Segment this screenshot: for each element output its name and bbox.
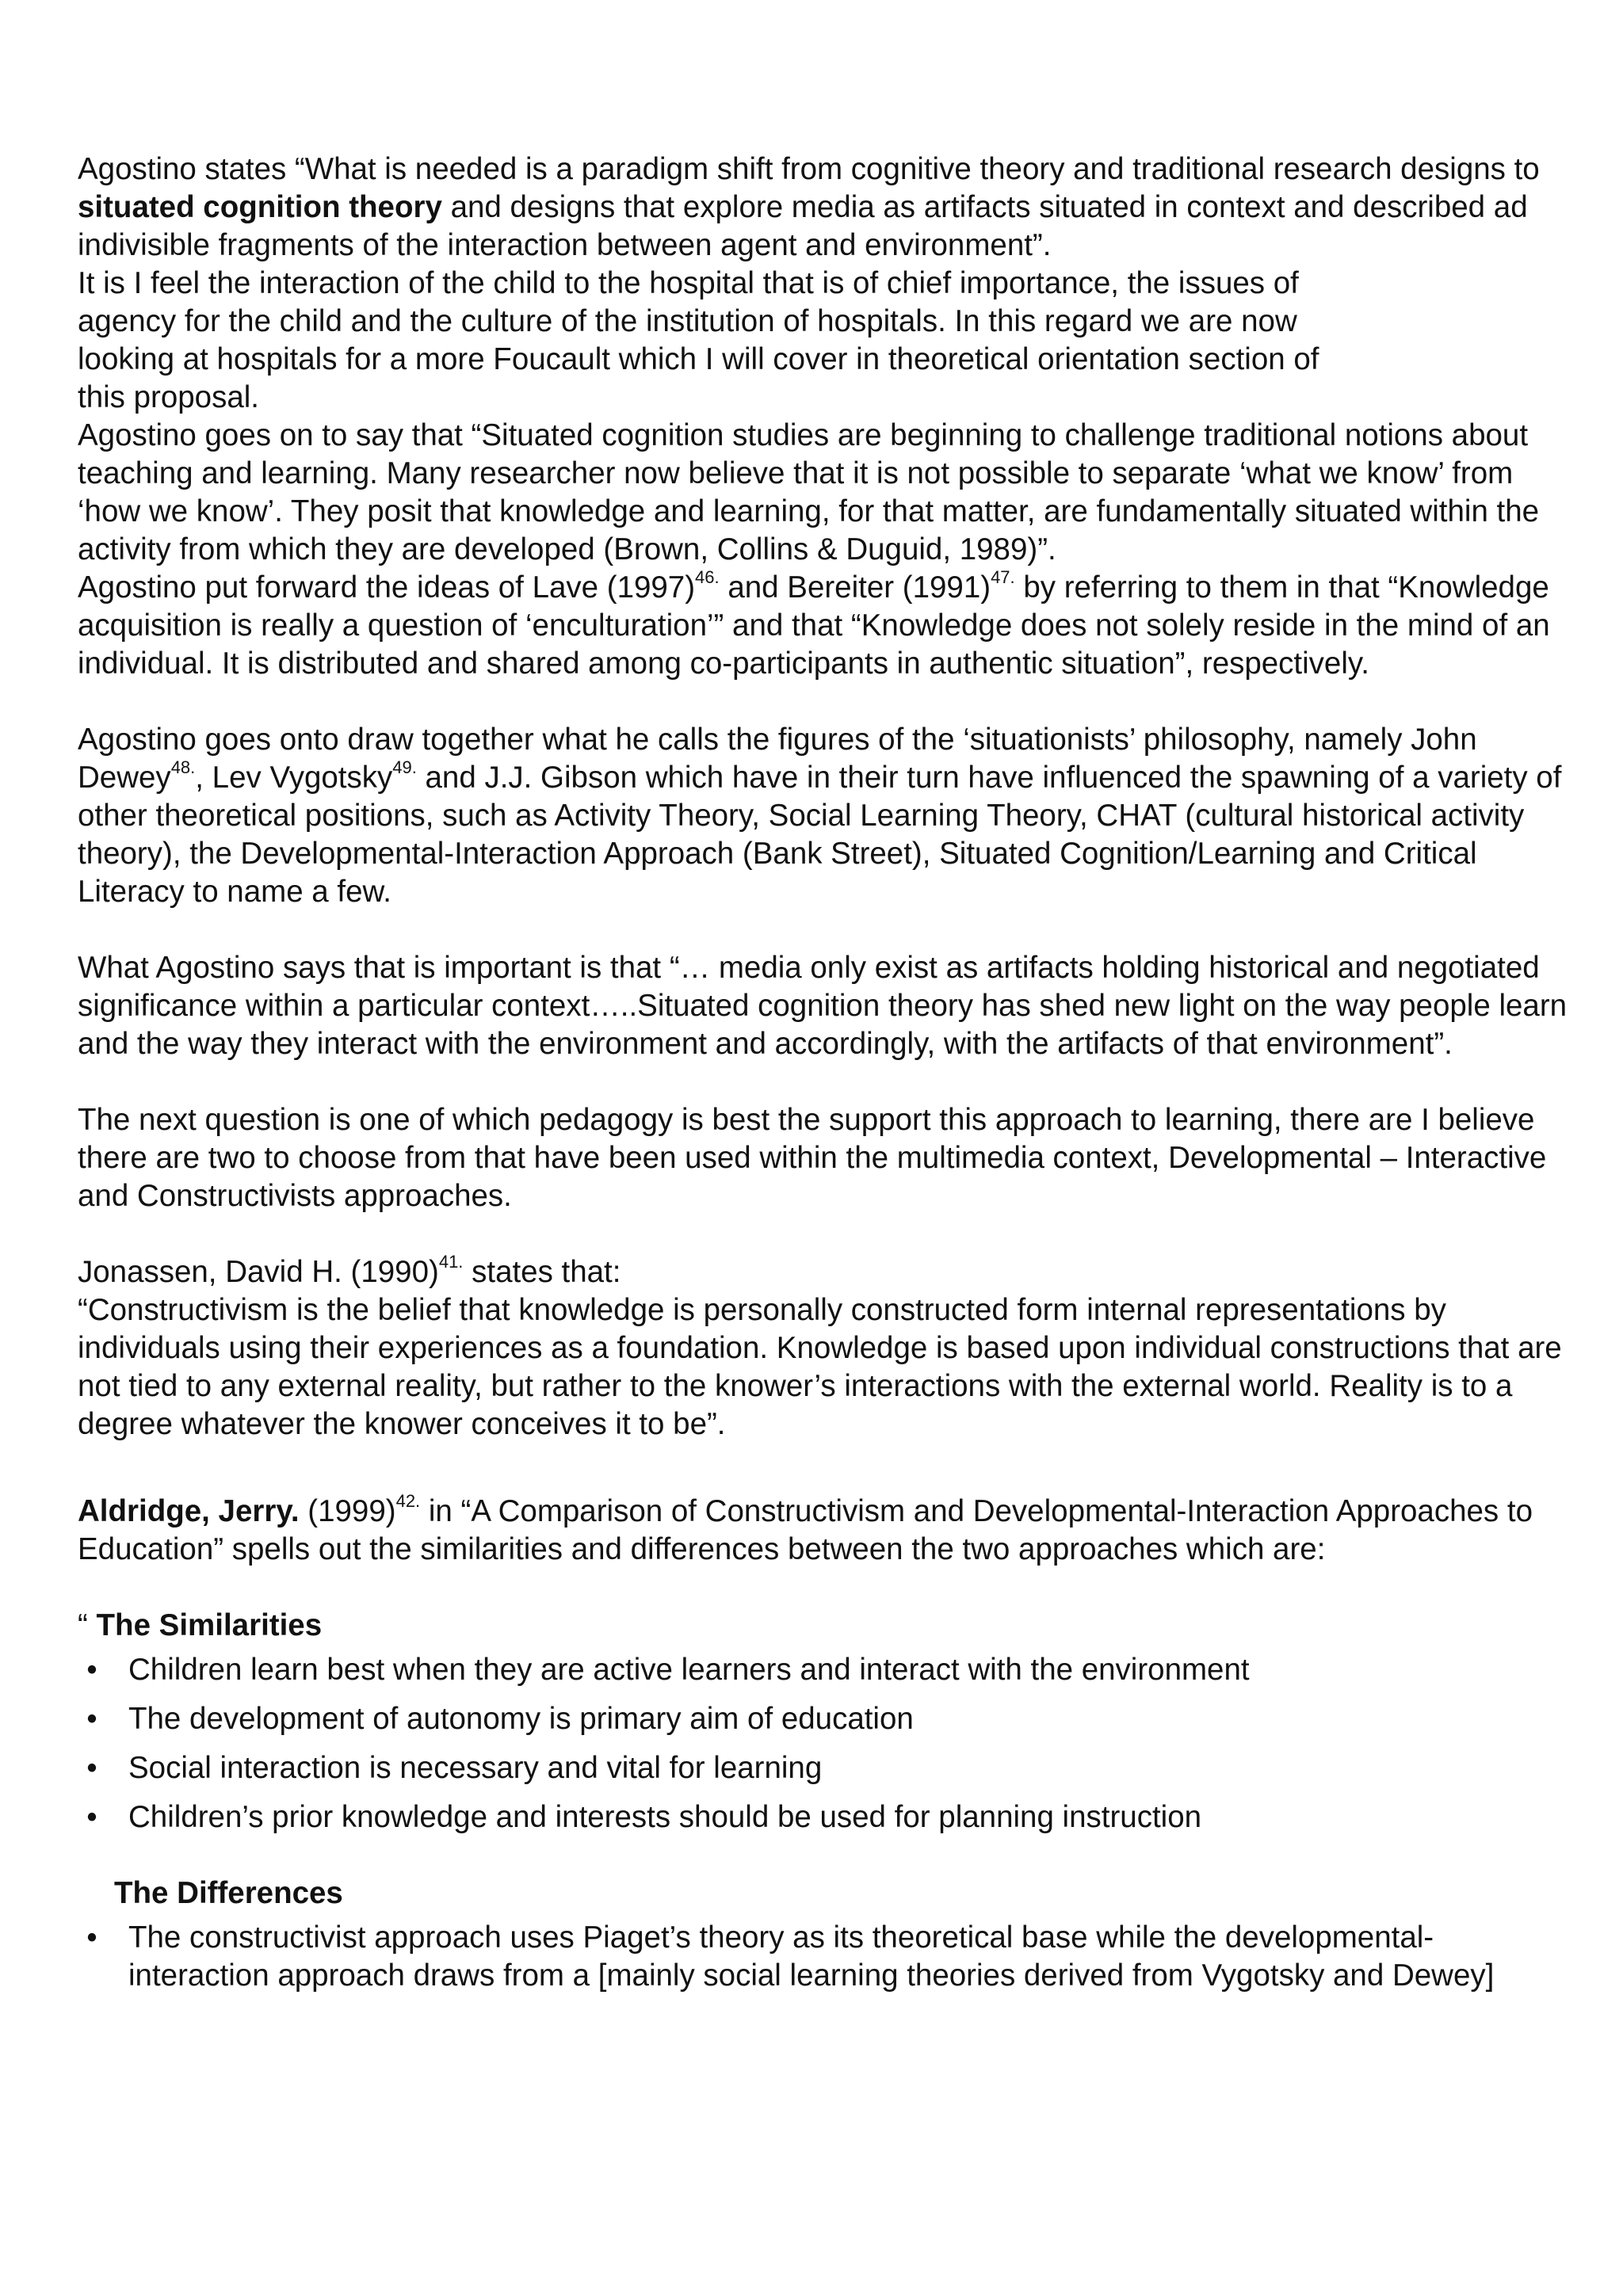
footnote-ref-48: 48. [170, 757, 196, 778]
bold-term-situated-cognition: situated cognition theory [78, 190, 442, 224]
bullet-icon: • [86, 1702, 97, 1736]
list-item: • Social interaction is necessary and vital for learning [78, 1749, 1568, 1787]
similarities-heading: “ The Similarities [78, 1608, 323, 1642]
bullet-icon: • [86, 1751, 97, 1785]
paragraph-hospital-interaction: It is I feel the interaction of the child to the hospital that is of chief importance, the issues of agency for the child and the culture of the institution of hospitals. In this regard we are now looking at hospitals for a more Foucault which I will cover in theoretical orientation section of this proposal. [78, 266, 1319, 414]
paragraph-jonassen-citation: Jonassen, David H. $(1990)^{41.}$ states that: [78, 1252, 621, 1289]
list-item: • The development of autonomy is primary aim of education [78, 1700, 1568, 1738]
footnote-ref-41: 41. [438, 1252, 464, 1272]
paragraph-paradigm-shift: Agostino states “What is needed is a paradigm shift from cognitive theory and traditional research designs to situated cognition theory and designs that explore media as artifacts situated in context and described ad indivisible fragments of the interaction between agent and environment”. [78, 152, 1540, 262]
differences-heading: The Differences [114, 1876, 343, 1910]
footnote-ref-49: 49. [392, 757, 417, 778]
paragraph-aldridge-citation: Aldridge, Jerry. $(1999)^{42.}$ in “A Comparison of Constructivism and Developmental-Interaction Approaches to Education” spells out the similarities and differences between the two approaches which are: [78, 1491, 1533, 1566]
similarities-list [78, 1651, 1568, 1836]
paragraph-constructivism-quote: “Constructivism is the belief that knowledge is personally constructed form internal representations by individuals using their experiences as a foundation. Knowledge is based upon individual constructions that are not tied to any external reality, but rather to the knower’s interactions with the external world. Reality is to a degree whatever the knower conceives it to be”. [78, 1293, 1562, 1441]
footnote-ref-46: 46. [695, 567, 720, 588]
paragraph-lave-bereiter: Agostino put forward the ideas of Lave $(1997)^{46.}$ and Bereiter $(1991)^{47.}$ by referring to them in that “Knowledge acquisition is really a question of ‘enculturation’” and that “Knowledge does not solely reside in the mind of an individual. It is distributed and shared among co-participants in authentic situation”, respectively. [78, 567, 1550, 681]
document-page [78, 151, 1568, 2006]
paragraph-media-artifacts: What Agostino says that is important is that “… media only exist as artifacts holding historical and negotiated significance within a particular context…..Situated cognition theory has shed new light on the way people learn and the way they interact with the environment and accordingly, with the artifacts of that environment”. [78, 951, 1568, 1061]
author-name-aldridge: Aldridge, Jerry. [78, 1494, 300, 1528]
bullet-icon: • [86, 1920, 97, 1955]
footnote-ref-47: 47. [991, 567, 1015, 588]
paragraph-situationists: Agostino goes onto draw together what he calls the figures of the ‘situationists’ philosophy, namely John Dewey$^{48.}$, Lev Vygotsky$^{49.}$ and J.J. Gibson which have in their turn have influenced the spawning of a variety of other theoretical positions, such as Activity Theory, Social Learning Theory, CHAT (cultural historical activity theory), the Developmental-Interaction Approach (Bank Street), Situated Cognition/Learning and Critical Literacy to name a few. [78, 723, 1562, 909]
paragraph-situated-cognition-studies: Agostino goes on to say that “Situated cognition studies are beginning to challenge traditional notions about teaching and learning. Many researcher now believe that it is not possible to separate ‘what we know’ from ‘how we know’. They posit that knowledge and learning, for that matter, are fundamentally situated within the activity from which they are developed (Brown, Collins & Duguid, 1989)”. [78, 418, 1540, 566]
bullet-icon: • [86, 1653, 97, 1687]
list-item: • Children’s prior knowledge and interests should be used for planning instruction [78, 1798, 1568, 1836]
list-item: • Children learn best when they are active learners and interact with the environment [78, 1651, 1568, 1689]
differences-list [78, 1919, 1568, 1995]
paragraph-pedagogy-question: The next question is one of which pedagogy is best the support this approach to learning, there are I believe there are two to choose from that have been used within the multimedia context, Developmental – Interactive and Constructivists approaches. [78, 1103, 1547, 1213]
footnote-ref-42: 42. [395, 1491, 421, 1512]
list-item: • The constructivist approach uses Piaget’s theory as its theoretical base while the developmental-interaction approach draws from a [mainly social learning theories derived from Vygotsky and Dewey] [78, 1919, 1568, 1995]
bullet-icon: • [86, 1800, 97, 1834]
